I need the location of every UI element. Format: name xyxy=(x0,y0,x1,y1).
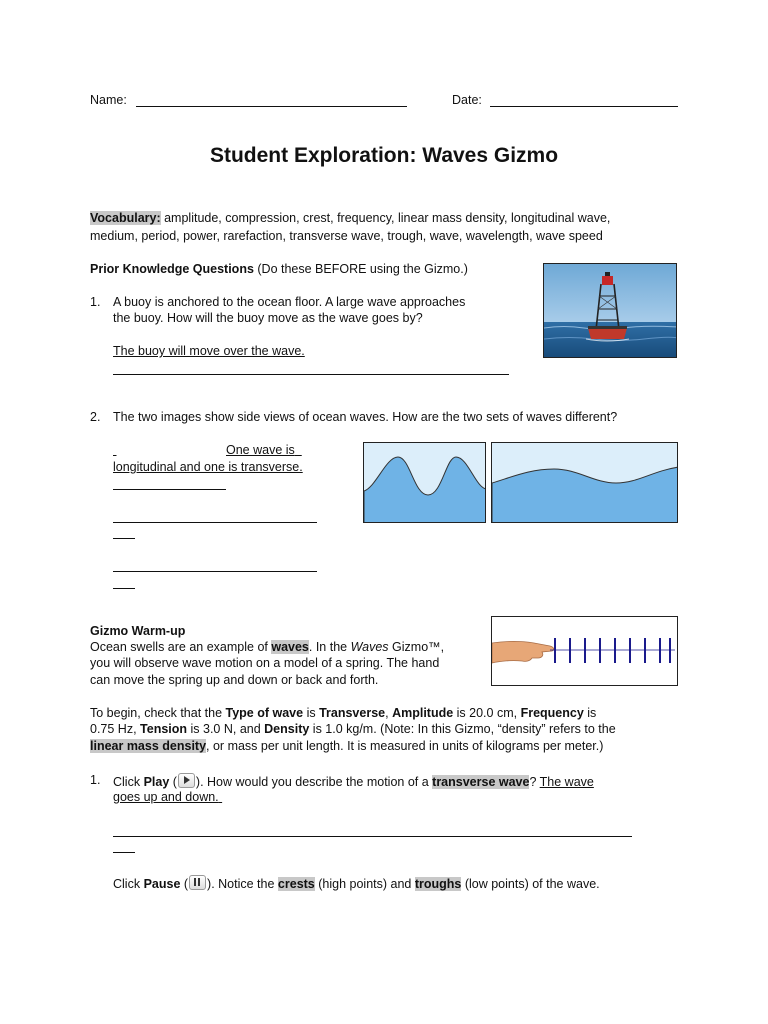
q2-number: 2. xyxy=(90,410,101,424)
play-label: Play xyxy=(143,775,170,789)
warmup-q1-after-play: ). How would you describe the motion of a xyxy=(195,775,433,789)
prior-heading-note: (Do these BEFORE using the Gizmo.) xyxy=(253,262,468,276)
term-linear-mass-density: linear mass density xyxy=(90,739,207,753)
buoy-photo xyxy=(543,263,677,358)
page-title: Student Exploration: Waves Gizmo xyxy=(209,144,559,167)
prior-heading-bold: Prior Knowledge Questions xyxy=(90,262,254,276)
term-tension: Tension xyxy=(140,722,188,736)
q2-answer-text1: One wave is xyxy=(226,443,295,457)
term-troughs: troughs xyxy=(414,877,462,891)
pause-icon[interactable] xyxy=(189,875,206,890)
warmup-q1-click: Click xyxy=(113,775,144,789)
warmup-q1-line1: Click Play ( ). How would you describe the motion of a transverse wave? The wave xyxy=(113,775,594,789)
q2-answer-line7[interactable] xyxy=(113,588,135,589)
term-transverse: Transverse xyxy=(319,706,386,720)
q2-answer-line4[interactable] xyxy=(113,522,317,523)
warmup-p2-line3 xyxy=(90,739,603,753)
q1-text-1: A buoy is anchored to the ocean floor. A large wave approaches xyxy=(113,295,466,309)
warmup-p2-c: , xyxy=(385,706,393,720)
term-type-of-wave: Type of wave xyxy=(225,706,304,720)
q1-answer[interactable]: The buoy will move over the wave. xyxy=(113,344,305,358)
warmup-p2-line1 xyxy=(90,706,596,720)
warmup-p1-line3: can move the spring up and down or back and forth. xyxy=(90,673,379,687)
warmup-q1-answer-line3[interactable] xyxy=(113,836,632,837)
warmup-p1-italic: Waves xyxy=(350,640,389,654)
vocabulary-terms-2: medium, period, power, rarefaction, transverse wave, trough, wave, wavelength, wave speed xyxy=(90,229,603,243)
term-crests: crests xyxy=(277,877,315,891)
warmup-q1-answer1[interactable]: The wave xyxy=(539,775,594,789)
play-icon[interactable] xyxy=(178,773,195,788)
name-field[interactable] xyxy=(136,106,407,107)
warmup-p2-line2 xyxy=(90,722,616,736)
q1-answer-line[interactable] xyxy=(113,374,509,375)
warmup-p2-b: is xyxy=(303,706,320,720)
warmup-q1-answer2: goes up and down. xyxy=(113,790,219,804)
term-waves: waves xyxy=(271,640,309,654)
vocabulary-terms-1: amplitude, compression, crest, frequency, linear mass density, longitudinal wave, xyxy=(160,211,611,225)
warmup-p1-line2: you will observe wave motion on a model of a spring. The hand xyxy=(90,656,440,670)
warmup-p2-a: To begin, check that the xyxy=(90,706,226,720)
term-density: Density xyxy=(264,722,310,736)
warmup-q1-click2: Click xyxy=(113,877,144,891)
q2-answer-line1[interactable] xyxy=(113,443,302,457)
warmup-p1-line1 xyxy=(90,640,444,654)
tall-waves-diagram xyxy=(363,442,486,523)
gentle-waves-diagram xyxy=(491,442,678,523)
warmup-p2-l2b: is 3.0 N, and xyxy=(187,722,265,736)
term-frequency: Frequency xyxy=(520,706,584,720)
warmup-p2-l3: , or mass per unit length. It is measured in units of kilograms per meter.) xyxy=(206,739,604,753)
prior-knowledge-heading xyxy=(90,262,468,276)
q2-answer-line6[interactable] xyxy=(113,571,317,572)
term-transverse-wave: transverse wave xyxy=(432,775,530,789)
warmup-p2-e: is xyxy=(583,706,597,720)
warmup-q1-answer2-wrap[interactable] xyxy=(113,790,307,804)
warmup-q1-mid: (high points) and xyxy=(314,877,415,891)
warmup-p2-l2c: is 1.0 kg/m. (Note: In this Gizmo, “density” refers to the xyxy=(309,722,616,736)
warmup-p2-l2a: 0.75 Hz, xyxy=(90,722,141,736)
name-label: Name: xyxy=(90,93,127,107)
date-label: Date: xyxy=(452,93,482,107)
vocabulary-label: Vocabulary: xyxy=(90,211,161,225)
warmup-q1-pause-line: Click Pause ( ). Notice the crests (high points) and troughs (low points) of the wave. xyxy=(113,877,600,891)
warmup-q1-qend: ? xyxy=(529,775,540,789)
pause-label: Pause xyxy=(143,877,181,891)
warmup-p1-b: . In the xyxy=(308,640,351,654)
q2-answer-line5[interactable] xyxy=(113,538,135,539)
term-amplitude: Amplitude xyxy=(392,706,454,720)
warmup-q1-after-pause: ). Notice the xyxy=(207,877,278,891)
warmup-p2-d: is 20.0 cm, xyxy=(453,706,521,720)
vocabulary-line1 xyxy=(90,211,610,225)
warmup-q1-end: (low points) of the wave. xyxy=(461,877,600,891)
q1-text-2: the buoy. How will the buoy move as the wave goes by? xyxy=(113,311,423,325)
warmup-p1-c: Gizmo™, xyxy=(388,640,445,654)
warmup-heading: Gizmo Warm-up xyxy=(90,624,186,638)
q2-answer-line2[interactable]: longitudinal and one is transverse. xyxy=(113,460,303,474)
q2-answer-line3[interactable] xyxy=(113,489,226,490)
warmup-q1-answer-line4[interactable] xyxy=(113,852,135,853)
q1-number: 1. xyxy=(90,295,101,309)
q2-text: The two images show side views of ocean waves. How are the two sets of waves different? xyxy=(113,410,618,424)
date-field[interactable] xyxy=(490,106,678,107)
warmup-q1-number: 1. xyxy=(90,773,101,787)
warmup-p1-a: Ocean swells are an example of xyxy=(90,640,272,654)
hand-spring-diagram xyxy=(491,616,678,686)
